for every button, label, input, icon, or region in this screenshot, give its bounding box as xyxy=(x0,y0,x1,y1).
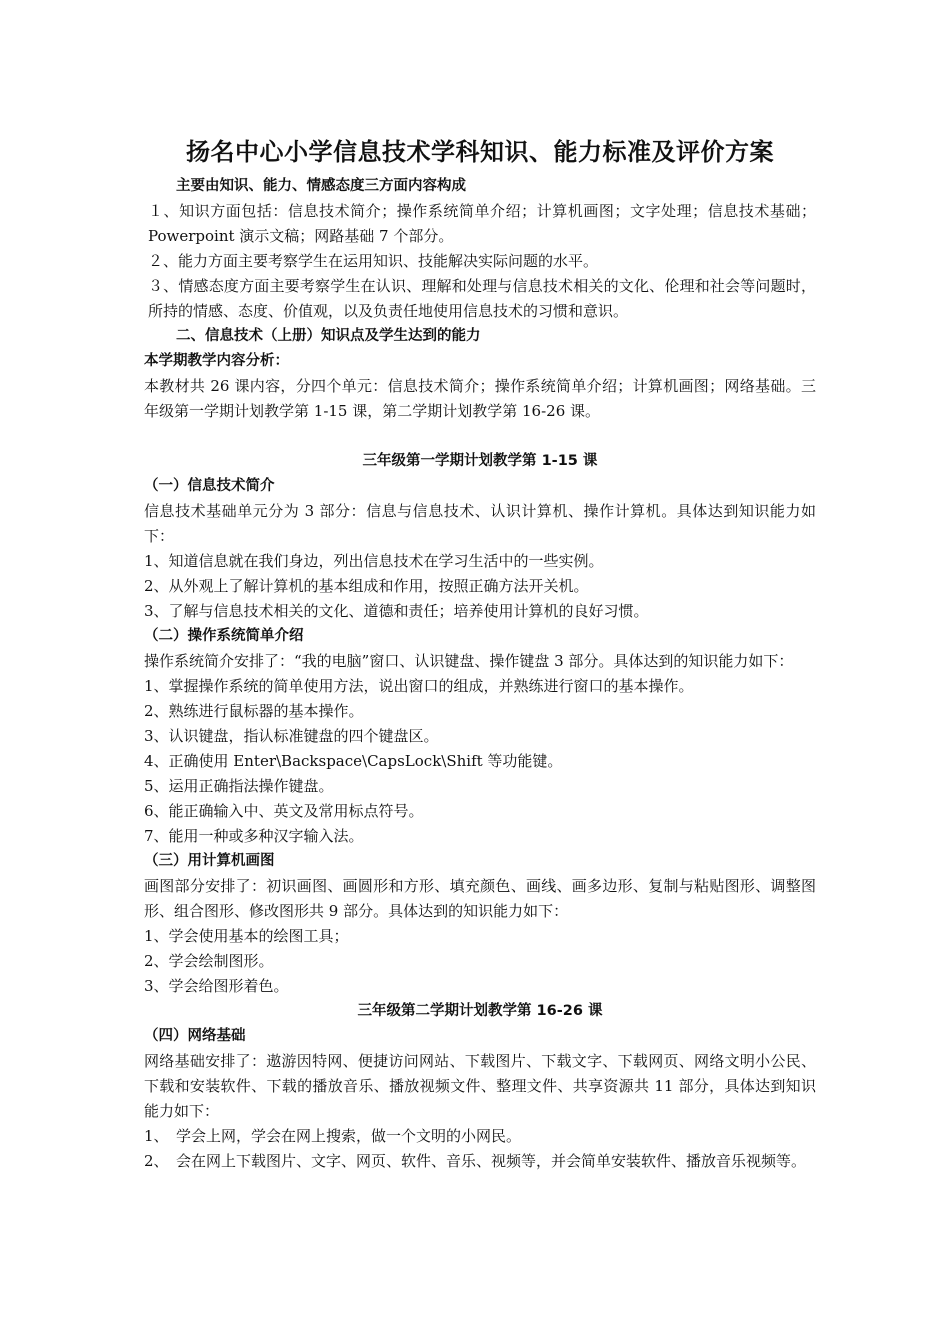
spacer xyxy=(144,424,816,449)
list-item: 2、 会在网上下载图片、文字、网页、软件、音乐、视频等，并会简单安装软件、播放音乐视频等。 xyxy=(144,1152,807,1170)
unit1-intro: 信息技术基础单元分为 3 部分：信息与信息技术、认识计算机、操作计算机。具体达到知识能力如下： xyxy=(144,502,816,545)
list-item: 2、从外观上了解计算机的基本组成和作用，按照正确方法开关机。 xyxy=(144,577,589,595)
analysis-paragraph: 本教材共 26 课内容，分四个单元：信息技术简介；操作系统简单介绍；计算机画图；网络基础。三年级第一学期计划教学第 1-15 课，第二学期计划教学第 16-26 课。 xyxy=(144,377,816,420)
document-page xyxy=(144,130,816,1174)
list-item: 2、熟练进行鼠标器的基本操作。 xyxy=(144,702,364,720)
unit2-heading: （二）操作系统简单介绍 xyxy=(144,628,304,644)
list-item: 1、知道信息就在我们身边，列出信息技术在学习生活中的一些实例。 xyxy=(144,552,604,570)
section2-heading: 二、信息技术（上册）知识点及学生达到的能力 xyxy=(176,328,481,344)
list-item: 4、正确使用 Enter\Backspace\CapsLock\Shift 等功能键。 xyxy=(144,752,563,770)
intro-heading: 主要由知识、能力、情感态度三方面内容构成 xyxy=(176,178,466,194)
paragraph-attitude: ３、情感态度方面主要考察学生在认识、理解和处理与信息技术相关的文化、伦理和社会等问题时，所持的情感、态度、价值观，以及负责任地使用信息技术的习惯和意识。 xyxy=(148,277,816,320)
list-item: 3、了解与信息技术相关的文化、道德和责任；培养使用计算机的良好习惯。 xyxy=(144,602,649,620)
unit4-heading: （四）网络基础 xyxy=(144,1028,246,1044)
paragraph-knowledge: １、知识方面包括：信息技术简介；操作系统简单介绍；计算机画图；文字处理；信息技术基础；Powerpoint 演示文稿；网路基础 7 个部分。 xyxy=(148,202,816,245)
unit3-intro: 画图部分安排了：初识画图、画圆形和方形、填充颜色、画线、画多边形、复制与粘贴图形、调整图形、组合图形、修改图形共 9 部分。具体达到的知识能力如下： xyxy=(144,877,816,920)
term2-heading: 三年级第二学期计划教学第 16-26 课 xyxy=(357,1003,603,1019)
term1-heading: 三年级第一学期计划教学第 1-15 课 xyxy=(362,453,598,469)
list-item: 1、学会使用基本的绘图工具； xyxy=(144,927,349,945)
list-item: 1、掌握操作系统的简单使用方法，说出窗口的组成，并熟练进行窗口的基本操作。 xyxy=(144,677,694,695)
unit3-heading: （三）用计算机画图 xyxy=(144,853,275,869)
unit1-heading: （一）信息技术简介 xyxy=(144,478,275,494)
analysis-heading: 本学期教学内容分析： xyxy=(144,353,289,369)
unit4-intro: 网络基础安排了：遨游因特网、便捷访问网站、下载图片、下载文字、下载网页、网络文明小公民、下载和安装软件、下载的播放音乐、播放视频文件、整理文件、共享资源共 11 部分，具体达到知识能力如下： xyxy=(144,1052,816,1120)
list-item: 7、能用一种或多种汉字输入法。 xyxy=(144,827,364,845)
list-item: 5、运用正确指法操作键盘。 xyxy=(144,777,334,795)
list-item: 2、学会绘制图形。 xyxy=(144,952,274,970)
document-title: 扬名中心小学信息技术学科知识、能力标准及评价方案 xyxy=(186,138,774,166)
list-item: 1、 学会上网，学会在网上搜索，做一个文明的小网民。 xyxy=(144,1127,522,1145)
list-item: 3、认识键盘，指认标准键盘的四个键盘区。 xyxy=(144,727,439,745)
list-item: 6、能正确输入中、英文及常用标点符号。 xyxy=(144,802,424,820)
list-item: 3、学会给图形着色。 xyxy=(144,977,289,995)
paragraph-ability: ２、能力方面主要考察学生在运用知识、技能解决实际问题的水平。 xyxy=(148,252,599,270)
unit2-intro: 操作系统简介安排了：“我的电脑”窗口、认识键盘、操作键盘 3 部分。具体达到的知识能力如下： xyxy=(144,652,794,670)
